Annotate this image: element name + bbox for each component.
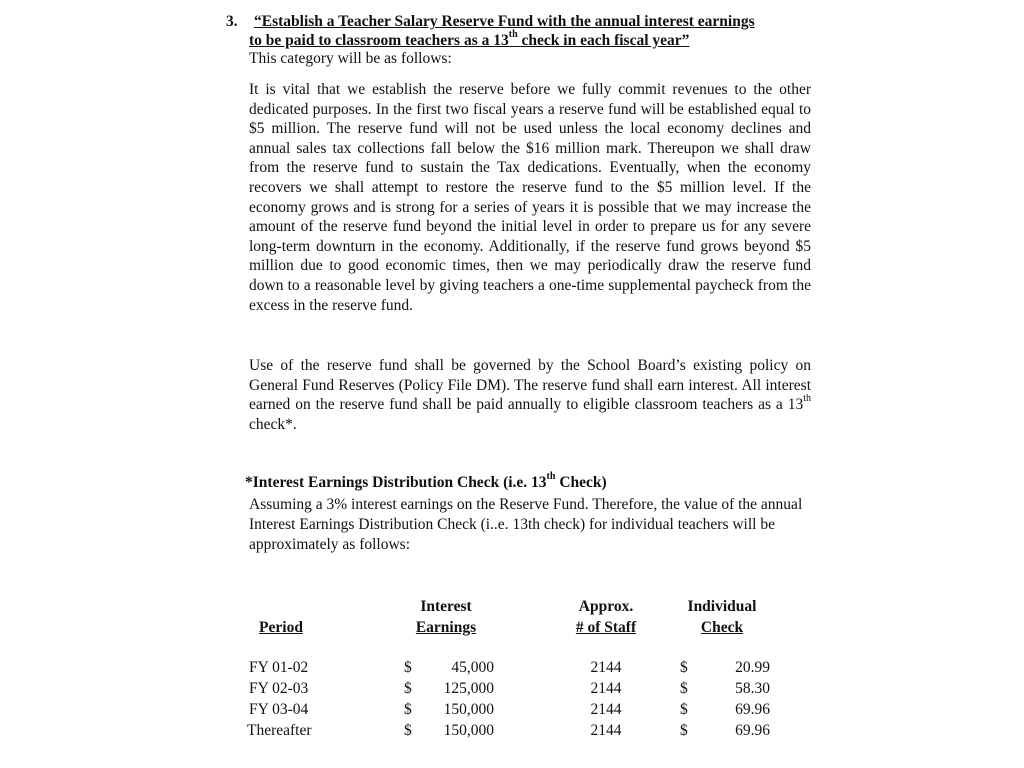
table-row-period: Thereafter [247, 722, 312, 739]
heading-line-2-text: to be paid to classroom teachers as a 13 [249, 32, 509, 49]
table-row-currency: $ [680, 701, 688, 718]
header-staff-top: Approx. [578, 598, 634, 615]
table-row-check: 58.30 [735, 680, 770, 697]
table-row-staff: 2144 [590, 680, 622, 697]
header-interest-top: Interest [420, 598, 472, 615]
table-row-staff: 2144 [590, 701, 622, 718]
section-number: 3. [226, 13, 238, 30]
paragraph-reserve-fund: It is vital that we establish the reserve before we fully commit revenues to the other dedicated purposes. In the first two fiscal years a reserve fund will be established equal to $5 million. The reserve fund will not be used unless the local economy declines and annual sales tax collections fall below the $16 million mark. Thereupon we shall draw from the reserve fund to sustain the Tax dedications. Eventually, when the economy recovers we shall attempt to restore the reserve fund to the $5 million level. If the economy grows and is strong for a series of years it is possible that we may increase the amount of the reserve fund beyond the initial level in order to prepare us for any severe long-term downturn in the economy. Additionally, if the reserve fund grows beyond $5 million due to good economic times, then we may periodically draw the reserve fund down to a reasonable level by giving teachers a one-time supplemental paycheck from the excess in the reserve fund. [249, 81, 811, 314]
intro-text: This category will be as follows: [249, 50, 452, 67]
heading-line-2 [249, 28, 690, 50]
table-row-interest: 150,000 [443, 701, 494, 718]
table-row-currency: $ [404, 701, 412, 718]
header-interest-bottom: Earnings [415, 619, 477, 636]
header-check [672, 596, 772, 638]
header-period [250, 617, 312, 638]
note-title [245, 470, 607, 492]
note-title-end: Check) [555, 474, 607, 491]
table-row-currency: $ [680, 722, 688, 739]
note-title-superscript: th [546, 470, 556, 482]
header-interest [396, 596, 496, 638]
table-row-currency: $ [680, 680, 688, 697]
header-staff [556, 596, 656, 638]
paragraph-2-text: Use of the reserve fund shall be governed by the School Board’s existing policy on General Fund Reserves (Policy File DM). The reserve fund shall earn interest. All interest earned on the reserve fund shall be paid annually to eligible classroom teachers as a 13 [249, 357, 811, 414]
paragraph-2-superscript: th [803, 393, 811, 405]
table-row-interest: 45,000 [451, 659, 494, 676]
paragraph-2-end: check*. [249, 415, 297, 433]
table-row-period: FY 01-02 [249, 659, 309, 676]
header-period-label: Period [259, 619, 303, 636]
paragraph-reserve-policy [249, 356, 811, 434]
heading-line-1: “Establish a Teacher Salary Reserve Fund with the annual interest earnings [254, 13, 755, 30]
header-check-bottom: Check [700, 619, 744, 636]
table-row-currency: $ [680, 659, 688, 676]
table-row-interest: 150,000 [443, 722, 494, 739]
table-row-check: 20.99 [735, 659, 770, 676]
table-row-currency: $ [404, 680, 412, 697]
table-row-period: FY 02-03 [249, 680, 309, 697]
heading-superscript: th [508, 28, 518, 40]
table-row-interest: 125,000 [443, 680, 494, 697]
header-check-top: Individual [687, 598, 757, 615]
note-body: Assuming a 3% interest earnings on the Reserve Fund. Therefore, the value of the annual Interest Earnings Distribution Check (i..e. 13th check) for individual teachers will be approximately as follows: [249, 496, 803, 553]
header-staff-bottom: # of Staff [575, 619, 637, 636]
note-title-text: *Interest Earnings Distribution Check (i.e. 13 [245, 474, 547, 491]
table-row-staff: 2144 [590, 722, 622, 739]
table-row-currency: $ [404, 722, 412, 739]
table-row-period: FY 03-04 [249, 701, 309, 718]
table-row-staff: 2144 [590, 659, 622, 676]
table-row-check: 69.96 [735, 701, 770, 718]
table-row-check: 69.96 [735, 722, 770, 739]
heading-line-2-end: check in each fiscal year” [517, 32, 690, 49]
table-row-currency: $ [404, 659, 412, 676]
